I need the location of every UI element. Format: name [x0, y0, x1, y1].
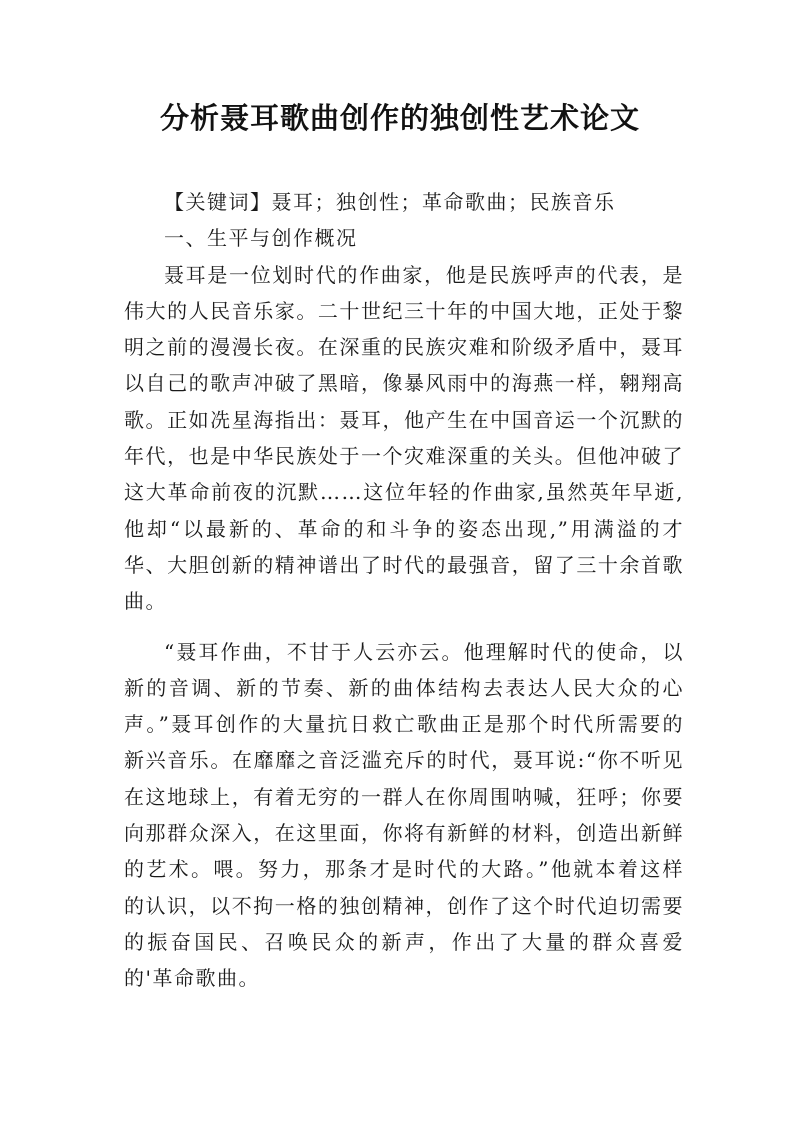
document-title: 分析聂耳歌曲创作的独创性艺术论文	[159, 101, 640, 135]
paragraph-1: 聂耳是一位划时代的作曲家，他是民族呼声的代表，是伟大的人民音乐家。二十世纪三十年的中国大地，正处于黎明之前的漫漫长夜。在深重的民族灾难和阶级矛盾中，聂耳以自己的歌声冲破了黑暗，像暴风雨中的海燕一样，翱翔高歌。正如冼星海指出：聂耳，他产生在中国音运一个沉默的年代，也是中华民族处于一个灾难深重的关头。但他冲破了这大革命前夜的沉默……这位年轻的作曲家,虽然英年早逝,他却“以最新的、革命的和斗争的姿态出现,”用满溢的才华、大胆创新的精神谱出了时代的最强音，留了三十余首歌曲。	[124, 262, 684, 614]
section-heading: 一、生平与创作概况	[164, 226, 358, 251]
document-body	[124, 184, 684, 997]
keywords-line: 【关键词】聂耳；独创性；革命歌曲；民族音乐	[164, 190, 616, 214]
paragraph-2: “聂耳作曲，不甘于人云亦云。他理解时代的使命，以新的音调、新的节奏、新的曲体结构去表达人民大众的心声。”聂耳创作的大量抗日救亡歌曲正是那个时代所需要的新兴音乐。在靡靡之音泛滥充斥的时代，聂耳说:“你不听见在这地球上，有着无穷的一群人在你周围呐喊，狂呼；你要向那群众深入，在这里面，你将有新鲜的材料，创造出新鲜的艺术。喂。努力，那条才是时代的大路。”他就本着这样的认识，以不拘一格的独创精神，创作了这个时代迫切需要的振奋国民、召唤民众的新声，作出了大量的群众喜爱的'革命歌曲。	[124, 639, 684, 991]
